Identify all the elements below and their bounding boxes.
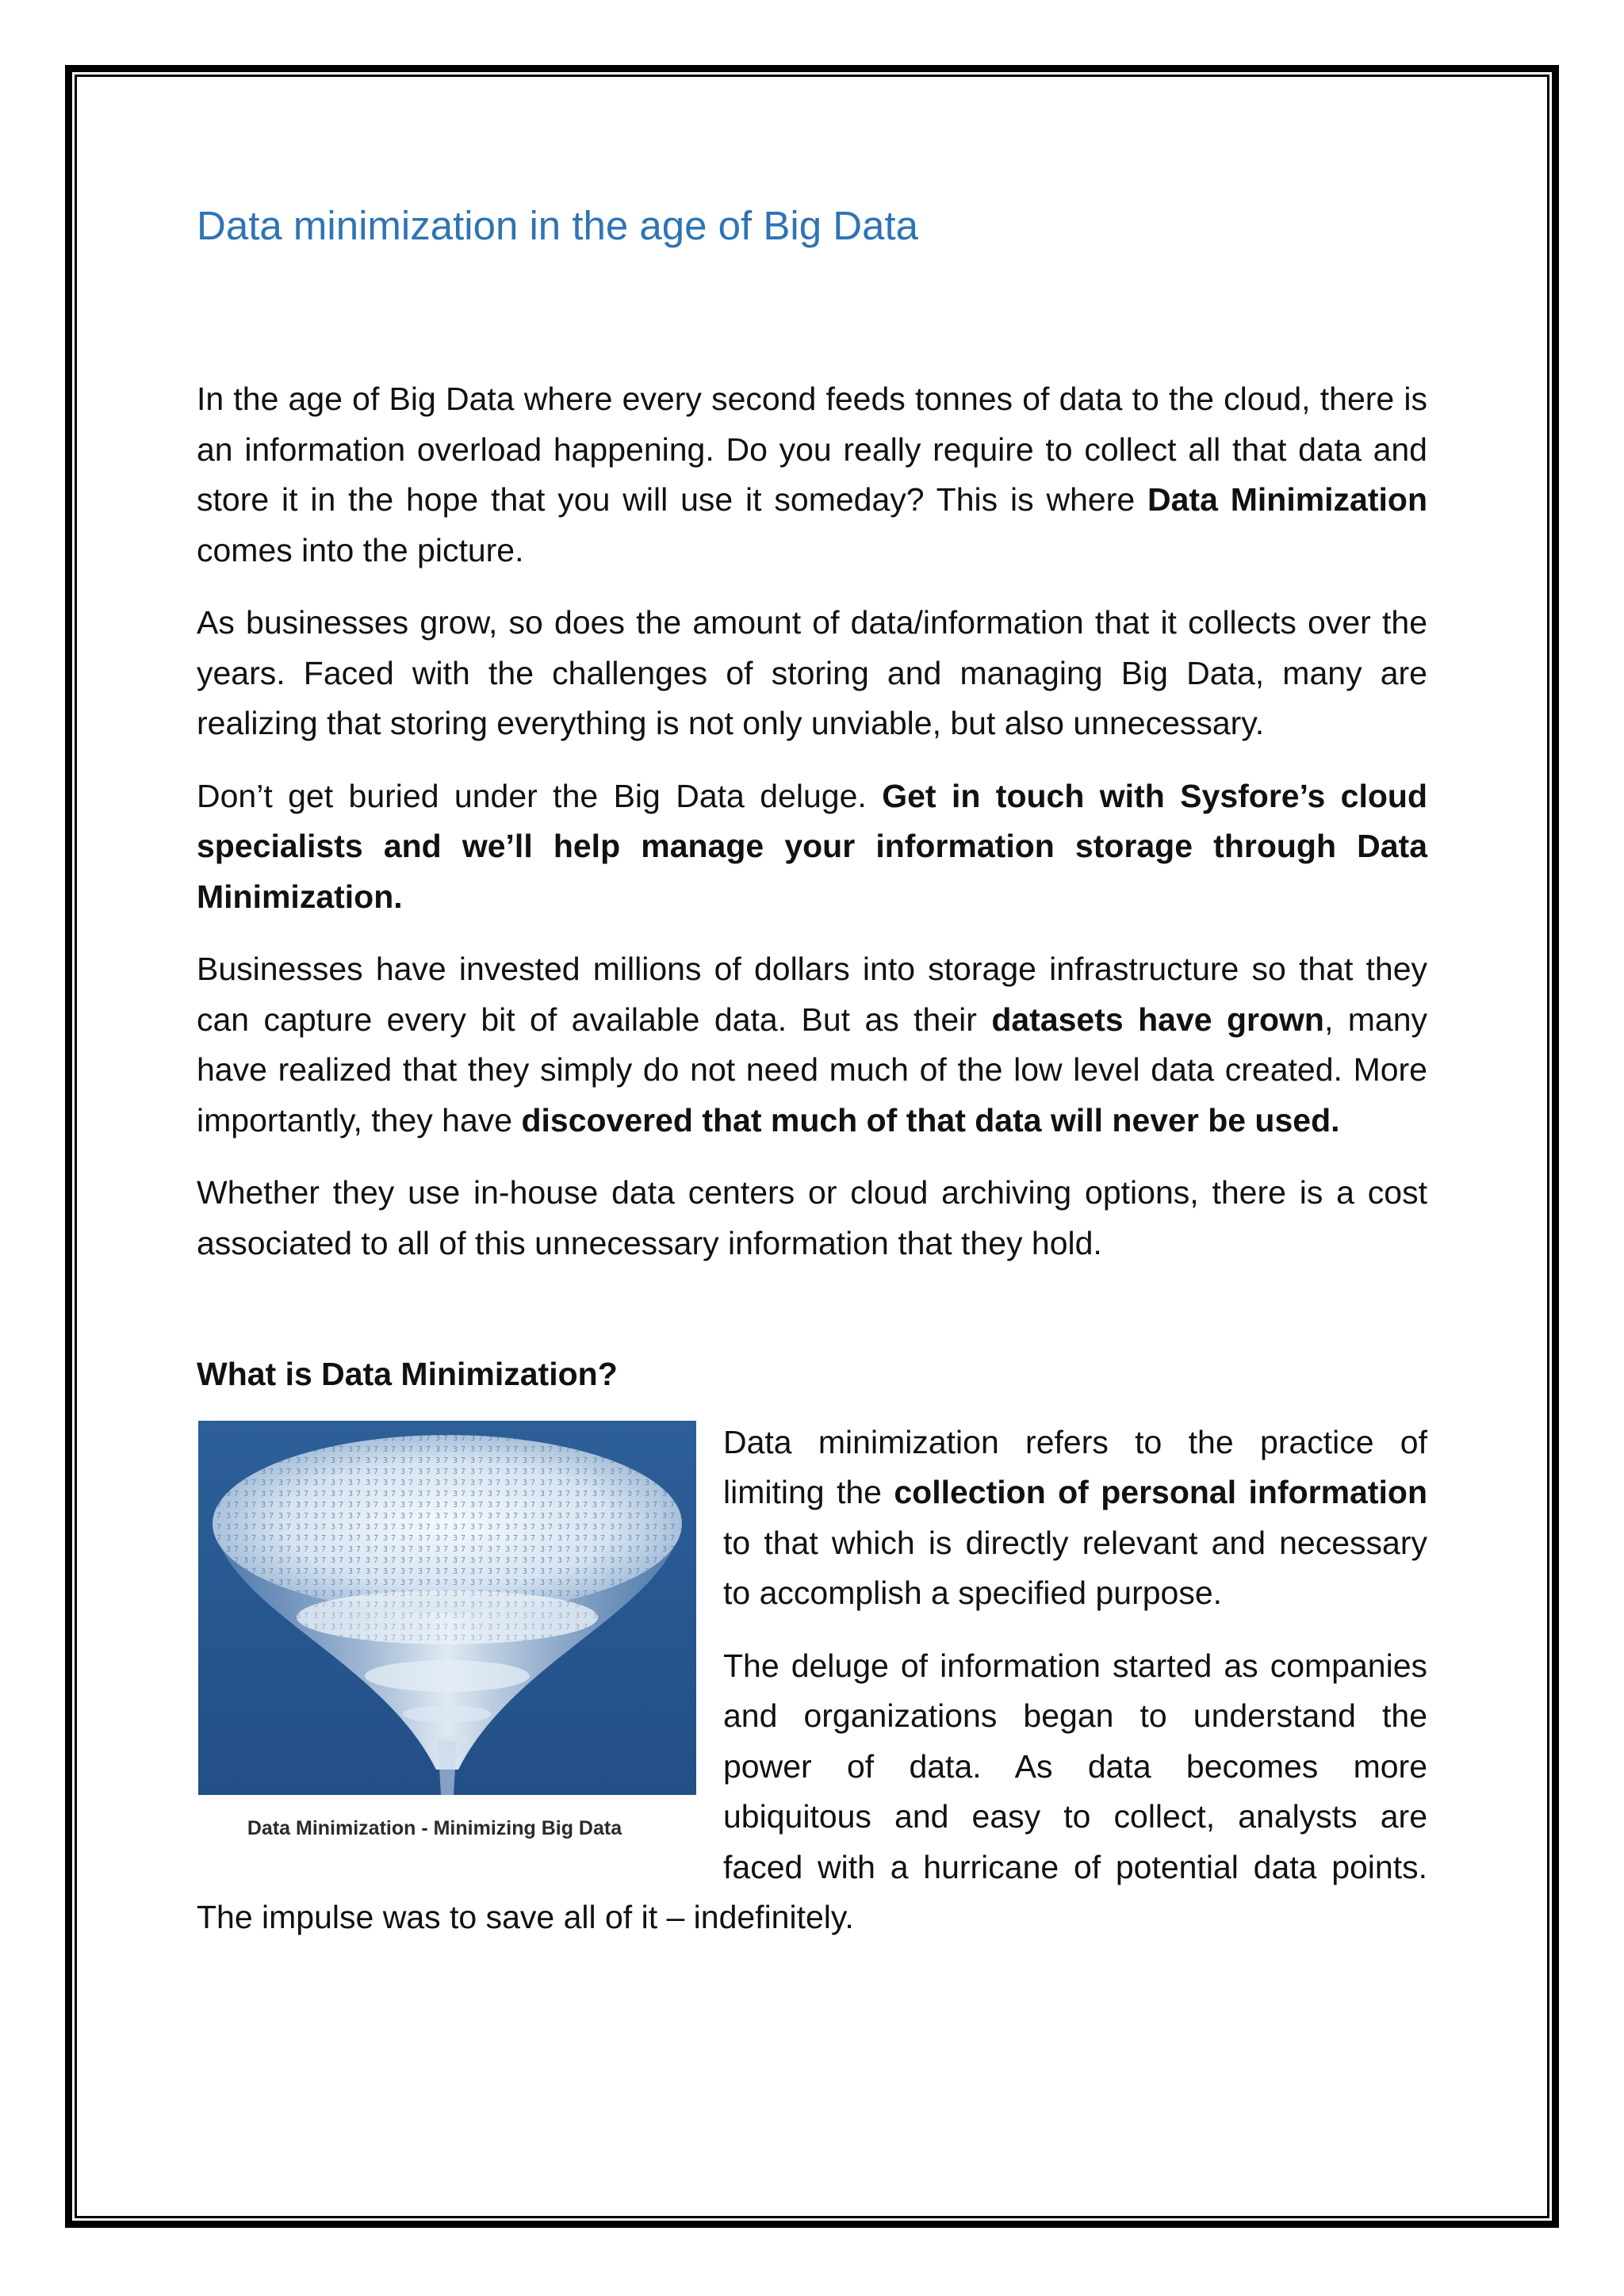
bold-text: Get in touch with Sysfore’s cloud specialists and we’ll help manage your information storage through Data Minimization. bbox=[197, 777, 1427, 915]
paragraph-text: Data minimization refers to the practice of limiting the bbox=[723, 1423, 1427, 1510]
paragraph-cost bbox=[197, 1168, 1427, 1269]
bold-text: datasets have grown bbox=[991, 1001, 1324, 1038]
paragraph-text: to that which is directly relevant and necessary to accomplish a specified purpose. bbox=[723, 1524, 1427, 1611]
bold-text: collection of personal information bbox=[894, 1474, 1427, 1510]
page-content bbox=[197, 194, 1427, 1965]
paragraph-text: The deluge of information started as companies and organizations began to understand the power of data. As data becomes more ubiquitous and easy to collect, analysts are faced with a hurricane of potential data points. The impulse was to save all of it – indefinitely. bbox=[197, 1647, 1427, 1935]
document-title: Data minimization in the age of Big Data bbox=[197, 203, 918, 248]
figure bbox=[198, 1421, 698, 1840]
paragraph-business-growth bbox=[197, 598, 1427, 749]
data-funnel-image bbox=[198, 1421, 696, 1795]
section-heading: What is Data Minimization? bbox=[197, 1356, 618, 1392]
paragraph-text: Businesses have invested millions of dollars into storage infrastructure so that they can capture every bit of available data. But as their bbox=[197, 951, 1427, 1038]
bold-text: discovered that much of that data will never be used. bbox=[521, 1101, 1340, 1138]
intro-section bbox=[197, 374, 1427, 1269]
paragraph-storage-investment bbox=[197, 944, 1427, 1146]
paragraph-text: comes into the picture. bbox=[197, 531, 524, 568]
paragraph-text: In the age of Big Data where every second feeds tonnes of data to the cloud, there is an information overload happening. Do you really require to collect all that data and store it in the hope that you will use it someday? This is where bbox=[197, 381, 1427, 518]
paragraph-text: , many have realized that they simply do not need much of the low level data created. More importantly, they have bbox=[197, 1001, 1427, 1138]
bold-text: Data Minimization bbox=[1147, 481, 1427, 518]
figure-caption: Data Minimization - Minimizing Big Data bbox=[247, 1816, 622, 1839]
paragraph-intro bbox=[197, 374, 1427, 576]
paragraph-text: As businesses grow, so does the amount of data/information that it collects over the years. Faced with the challenges of storing and managing Big Data, many are realizing that storing everything is not only unviable, but also unnecessary. bbox=[197, 604, 1427, 741]
paragraph-text: Don’t get buried under the Big Data deluge. bbox=[197, 777, 883, 814]
paragraph-call-to-action bbox=[197, 771, 1427, 923]
paragraph-text: Whether they use in-house data centers or cloud archiving options, there is a cost associated to all of this unnecessary information that they hold. bbox=[197, 1174, 1427, 1261]
